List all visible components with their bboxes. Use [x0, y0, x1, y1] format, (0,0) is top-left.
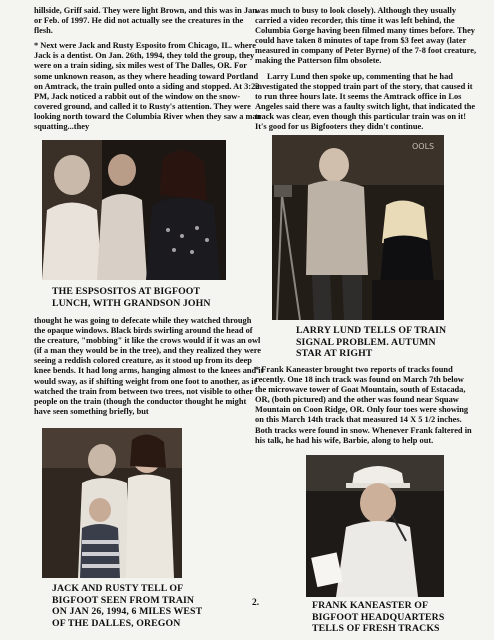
paragraph-griff: hillside, Griff said. They were light Brown, and this was in Jan. or Feb. of 1997. He did not actually see the creatures in the flesh. [34, 6, 259, 36]
svg-text:OOLS: OOLS [412, 142, 435, 151]
right-column-top-text [255, 6, 477, 132]
photo-espositos-image [42, 140, 226, 280]
paragraph-esposito: * Next were Jack and Rusty Esposito from Chicago, IL. where Jack is a dentist. On Jan. 26th, 1994, they told the group, they were on a train siding, six miles west of The Dalles, OR. For some unknown reason, as they where heading toward Portland on Amtrack, the train pulled onto a siding and stopped. At 3:22 PM, Jack noticed a rabbit out of the window on the snow-covered ground, and called it to Rusty's attention. They were looking north toward the Columbia River when they saw a man squatting...they [34, 41, 262, 132]
caption-larry-lund: LARRY LUND TELLS OF TRAIN SIGNAL PROBLEM. AUTUMN STAR AT RIGHT [296, 325, 447, 360]
paragraph-lund: Larry Lund then spoke up, commenting that he had investigated the stopped train part of the story, that caused it to run three hours late. It seems the Amtrack office in Los Angeles said there was a faulty switch light, that indicated the track was clear, even though this particular train was on it! It's good for us Bigfooters they didn't continue. [255, 71, 476, 132]
left-column-top-text [34, 6, 264, 132]
photo-jack-rusty [42, 428, 182, 578]
paragraph-frank: * Frank Kaneaster brought two reports of tracks found recently. One 18 inch track was found on March 7th below the microwave tower of Goat Mountain, south of Estacada, OR, (both pictured) and the other was found near Squaw Mountain on Coon Ridge, OR. Only four toes were showing on this March 14th track that measured 14 X 5 1/2 inches. Both tracks were found in snow. Whenever Frank faltered in his talk, he had his wife, Barbie, along to help out. [255, 365, 472, 445]
page-number: 2. [252, 598, 260, 608]
left-column-middle-text [34, 316, 264, 417]
caption-espositos: THE ESPSOSITOS AT BIGFOOT LUNCH, WITH GRANDSON JOHN [52, 286, 211, 309]
right-column-middle-text [255, 365, 477, 446]
photo-larry-lund-image [272, 135, 444, 320]
photo-larry-lund [272, 135, 444, 320]
caption-jack-rusty: JACK AND RUSTY TELL OF BIGFOOT SEEN FROM TRAIN ON JAN 26, 1994, 6 MILES WEST OF THE DALLES, OREGON [52, 583, 203, 629]
paragraph-creature: thought he was going to defecate while they watched through the opaque windows. Black birds swirling around the head of the creature, "mobbing" it like the crows would if it was an owl (if a man they would be in the tree), and they realized they were seeing a reddish colored creature, as it stood up from its deep knee bends. It had long arms, hanging almost to the knees and it would sway, as if shifting weight from one foot to another, as it watched the train from between two trees, not visible to other people on the train (though the conductor thought he might have seen something briefly, but [34, 316, 264, 416]
caption-frank-kaneaster: FRANK KANEASTER OF BIGFOOT HEADQUARTERS TELLS OF FRESH TRACKS [312, 600, 445, 635]
paragraph-video: was much to busy to look closely). Although they usually carried a video recorder, this time it was left behind, the Columbia Gorge having been filmed many times before. They could have taken 8 minutes of tape from $3 feet away (later measured in company of Peter Byrne) of the 7-8 foot creature, making the Patterson film obsolete. [255, 6, 477, 66]
photo-jack-rusty-image [42, 428, 182, 578]
photo-frank-kaneaster [306, 455, 444, 597]
photo-espositos [42, 140, 226, 280]
photo-frank-kaneaster-image [306, 455, 444, 597]
